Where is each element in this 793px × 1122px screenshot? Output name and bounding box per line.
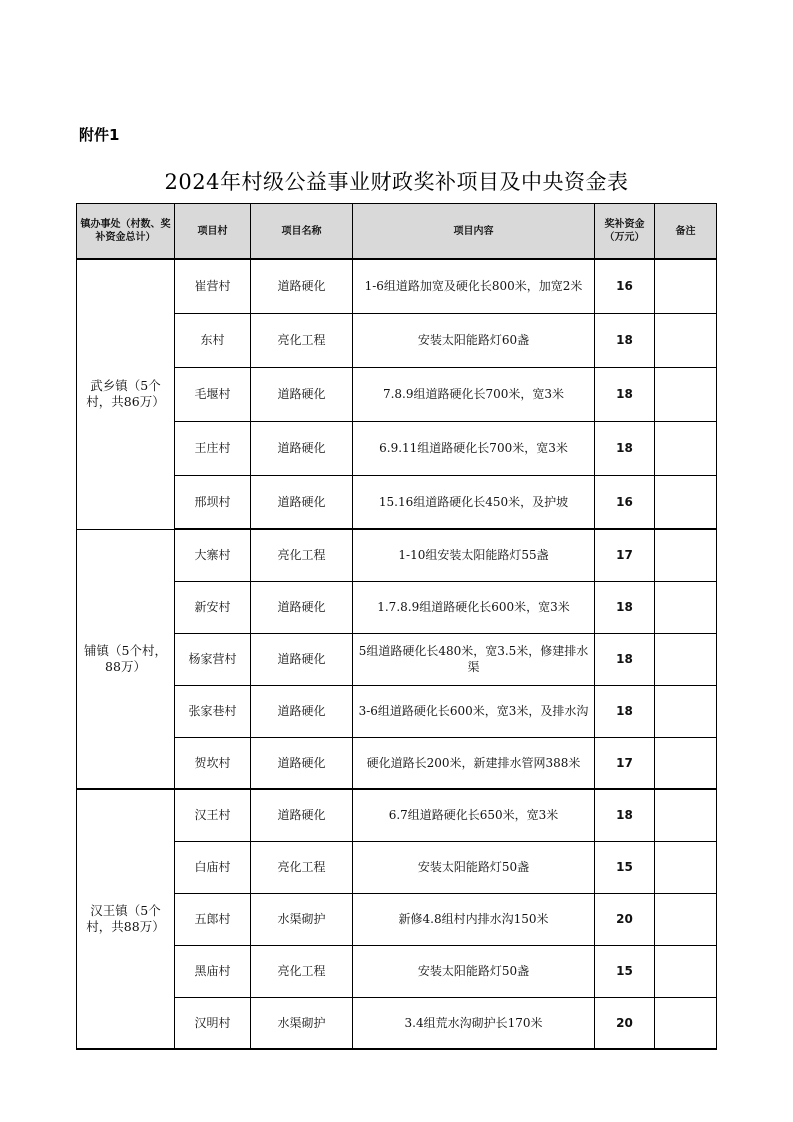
note-cell xyxy=(655,367,717,421)
header-town: 镇办事处（村数、奖补资金总计） xyxy=(77,204,175,260)
header-project-name: 项目名称 xyxy=(251,204,353,260)
amount-cell: 18 xyxy=(595,789,655,841)
village-cell: 张家巷村 xyxy=(175,685,251,737)
project-cell: 亮化工程 xyxy=(251,529,353,581)
content-cell: 6.7组道路硬化长650米，宽3米 xyxy=(353,789,595,841)
note-cell xyxy=(655,581,717,633)
project-cell: 道路硬化 xyxy=(251,737,353,789)
town-cell: 汉王镇（5个村，共88万） xyxy=(77,789,175,1049)
content-cell: 安装太阳能路灯60盏 xyxy=(353,313,595,367)
town-cell: 武乡镇（5个村，共86万） xyxy=(77,259,175,529)
project-cell: 道路硬化 xyxy=(251,367,353,421)
amount-cell: 17 xyxy=(595,737,655,789)
amount-cell: 18 xyxy=(595,685,655,737)
attachment-label: 附件1 xyxy=(79,126,120,144)
project-cell: 道路硬化 xyxy=(251,421,353,475)
header-note: 备注 xyxy=(655,204,717,260)
table-row xyxy=(77,789,717,841)
note-cell xyxy=(655,893,717,945)
header-amount: 奖补资金（万元） xyxy=(595,204,655,260)
project-cell: 道路硬化 xyxy=(251,259,353,313)
page-title: 2024年村级公益事业财政奖补项目及中央资金表 xyxy=(164,170,629,194)
project-cell: 道路硬化 xyxy=(251,685,353,737)
content-cell: 新修4.8组村内排水沟150米 xyxy=(353,893,595,945)
content-cell: 1-10组安装太阳能路灯55盏 xyxy=(353,529,595,581)
content-cell: 5组道路硬化长480米，宽3.5米，修建排水渠 xyxy=(353,633,595,685)
project-cell: 水渠砌护 xyxy=(251,997,353,1049)
note-cell xyxy=(655,685,717,737)
village-cell: 黑庙村 xyxy=(175,945,251,997)
amount-cell: 15 xyxy=(595,841,655,893)
project-cell: 亮化工程 xyxy=(251,313,353,367)
note-cell xyxy=(655,789,717,841)
village-cell: 毛堰村 xyxy=(175,367,251,421)
content-cell: 3.4组荒水沟砌护长170米 xyxy=(353,997,595,1049)
amount-cell: 18 xyxy=(595,421,655,475)
amount-cell: 20 xyxy=(595,893,655,945)
village-cell: 汉明村 xyxy=(175,997,251,1049)
village-cell: 崔营村 xyxy=(175,259,251,313)
note-cell xyxy=(655,529,717,581)
funding-table xyxy=(76,203,717,1050)
village-cell: 邢坝村 xyxy=(175,475,251,529)
project-cell: 亮化工程 xyxy=(251,841,353,893)
content-cell: 15.16组道路硬化长450米，及护坡 xyxy=(353,475,595,529)
note-cell xyxy=(655,313,717,367)
project-cell: 亮化工程 xyxy=(251,945,353,997)
town-cell: 铺镇（5个村，88万） xyxy=(77,529,175,789)
amount-cell: 16 xyxy=(595,259,655,313)
content-cell: 1-6组道路加宽及硬化长800米，加宽2米 xyxy=(353,259,595,313)
village-cell: 大寨村 xyxy=(175,529,251,581)
note-cell xyxy=(655,737,717,789)
village-cell: 贺坎村 xyxy=(175,737,251,789)
project-cell: 道路硬化 xyxy=(251,789,353,841)
content-cell: 3-6组道路硬化长600米，宽3米，及排水沟 xyxy=(353,685,595,737)
table-header-row xyxy=(77,204,717,260)
note-cell xyxy=(655,633,717,685)
note-cell xyxy=(655,997,717,1049)
project-cell: 道路硬化 xyxy=(251,475,353,529)
village-cell: 白庙村 xyxy=(175,841,251,893)
table-row xyxy=(77,259,717,313)
content-cell: 硬化道路长200米，新建排水管网388米 xyxy=(353,737,595,789)
amount-cell: 18 xyxy=(595,367,655,421)
amount-cell: 17 xyxy=(595,529,655,581)
amount-cell: 20 xyxy=(595,997,655,1049)
project-cell: 道路硬化 xyxy=(251,633,353,685)
note-cell xyxy=(655,421,717,475)
village-cell: 汉王村 xyxy=(175,789,251,841)
header-village: 项目村 xyxy=(175,204,251,260)
note-cell xyxy=(655,841,717,893)
village-cell: 新安村 xyxy=(175,581,251,633)
project-cell: 水渠砌护 xyxy=(251,893,353,945)
content-cell: 安装太阳能路灯50盏 xyxy=(353,945,595,997)
amount-cell: 15 xyxy=(595,945,655,997)
content-cell: 1.7.8.9组道路硬化长600米，宽3米 xyxy=(353,581,595,633)
amount-cell: 18 xyxy=(595,633,655,685)
content-cell: 7.8.9组道路硬化长700米，宽3米 xyxy=(353,367,595,421)
header-content: 项目内容 xyxy=(353,204,595,260)
village-cell: 东村 xyxy=(175,313,251,367)
project-cell: 道路硬化 xyxy=(251,581,353,633)
note-cell xyxy=(655,945,717,997)
amount-cell: 18 xyxy=(595,581,655,633)
table-row xyxy=(77,529,717,581)
village-cell: 五郎村 xyxy=(175,893,251,945)
content-cell: 安装太阳能路灯50盏 xyxy=(353,841,595,893)
note-cell xyxy=(655,475,717,529)
content-cell: 6.9.11组道路硬化长700米，宽3米 xyxy=(353,421,595,475)
village-cell: 王庄村 xyxy=(175,421,251,475)
note-cell xyxy=(655,259,717,313)
village-cell: 杨家营村 xyxy=(175,633,251,685)
amount-cell: 18 xyxy=(595,313,655,367)
amount-cell: 16 xyxy=(595,475,655,529)
